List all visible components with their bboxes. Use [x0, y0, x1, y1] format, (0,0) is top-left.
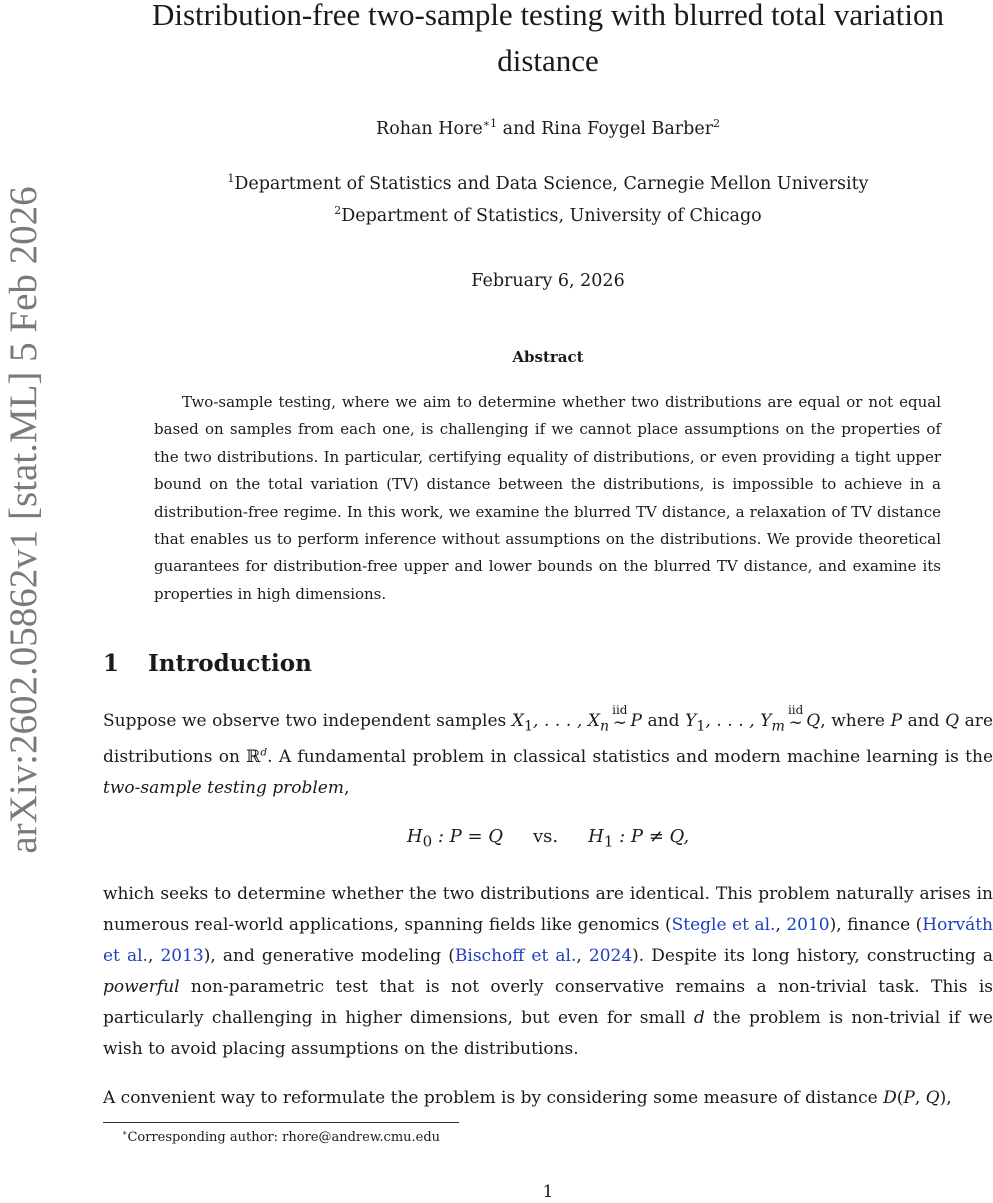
section-title: Introduction [148, 650, 312, 677]
text-run: non-parametric test that is not overly conservative remains a non-trivial task. This is particularly challenging in higher dimensions, but even for small [103, 977, 993, 1028]
footnote-text: Corresponding author: rhore@andrew.cmu.edu [127, 1130, 441, 1145]
citation-year-link[interactable]: 2010 [786, 915, 830, 935]
iid-symbol [612, 703, 628, 733]
math-subscript: 1 [696, 718, 706, 735]
math-subscript: n [600, 718, 610, 735]
author-hore: Rohan Hore [376, 119, 483, 139]
author-barber-marks: 2 [713, 117, 720, 131]
text-run: ( [896, 1088, 904, 1108]
math-x-dots: , . . . , X [532, 711, 600, 731]
math-subscript: 1 [523, 718, 533, 735]
math-p: P [630, 711, 642, 731]
citation-year-link[interactable]: 2024 [588, 946, 633, 966]
null-hypothesis: : P = Q [432, 826, 504, 847]
math-p: P [890, 711, 903, 731]
text-run: , [147, 946, 161, 966]
math-q: Q [945, 711, 960, 731]
iid-label: iid [612, 703, 628, 717]
citation-link[interactable]: Horváth et al. [103, 915, 993, 966]
emphasis: two-sample testing problem [103, 778, 344, 799]
affiliation-cmu [103, 168, 993, 200]
math-distance: D [883, 1088, 897, 1108]
text-run: ), finance ( [829, 915, 923, 935]
page-number: 1 [542, 1182, 554, 1202]
affiliation-mark: 1 [227, 172, 235, 186]
citation-link[interactable]: Bischoff et al. [454, 946, 577, 966]
citation-link[interactable]: Stegle et al. [671, 915, 776, 935]
text-run: are distributions on [103, 711, 993, 768]
paper-date: February 6, 2026 [471, 271, 625, 291]
text-run: which seeks to determine whether the two distributions are identical. This problem naturally arises in numerous real-world applications, spanning fields like genomics ( [103, 884, 993, 935]
math-p: P [903, 1088, 915, 1108]
text-run: Suppose we observe two independent samples [103, 711, 512, 731]
affiliation-name: Department of Statistics and Data Science, Carnegie Mellon University [234, 174, 869, 194]
iid-symbol [787, 703, 804, 733]
sim-symbol: ∼ [612, 713, 627, 733]
affiliation-mark: 2 [334, 204, 342, 218]
emphasis: powerful [103, 977, 180, 997]
math-q: Q [925, 1088, 940, 1108]
text-run: , [775, 915, 787, 935]
text-run: , [576, 946, 589, 966]
versus-label: vs. [533, 826, 559, 847]
text-run: , [344, 778, 350, 799]
math-d: d [693, 1008, 705, 1028]
author-barber: Rina Foygel Barber [541, 119, 714, 139]
section-heading [103, 646, 312, 682]
math-subscript: 0 [422, 832, 433, 851]
math-y-dots: , . . . , Y [705, 711, 772, 731]
text-run: ), and generative modeling ( [203, 946, 455, 966]
abstract-heading: Abstract [512, 348, 584, 366]
intro-paragraph-1 [103, 704, 993, 804]
math-q: Q [806, 711, 821, 731]
text-run: , where [820, 711, 891, 731]
affiliation-name: Department of Statistics, University of Chicago [341, 206, 762, 226]
affiliations [103, 168, 993, 232]
text-run: and [902, 711, 946, 731]
author-conjunction: and [497, 119, 542, 139]
author-line [103, 116, 993, 142]
text-run: ), [939, 1088, 952, 1108]
sim-symbol: ∼ [788, 713, 803, 733]
footnote [122, 1128, 440, 1148]
math-superscript: d [260, 746, 268, 759]
math-y: Y [685, 711, 697, 731]
section-number: 1 [103, 650, 120, 677]
math-subscript: m [771, 718, 785, 735]
iid-label: iid [787, 703, 804, 717]
intro-paragraph-2 [103, 879, 993, 1065]
math-reals: ℝ [246, 747, 261, 768]
math-h0: H [406, 826, 423, 847]
math-h1: H [588, 826, 604, 847]
author-hore-marks: ∗1 [482, 117, 498, 131]
abstract-text: Two-sample testing, where we aim to determine whether two distributions are equal or not equal based on samples from each one, is challenging if we cannot place assumptions on the properties of the two distributions. In particular, certifying equality of distributions, or even providing a tight upper bound on the total variation (TV) distance between the distributions, is impossible to achieve in a distribution-free regime. In this work, we examine the blurred TV distance, a relaxation of TV distance that enables us to perform inference without assumptions on the distributions. We provide theoretical guarantees for distribution-free upper and lower bounds on the blurred TV distance, and examine its properties in high dimensions. [154, 393, 941, 603]
citation-year-link[interactable]: 2013 [160, 946, 204, 966]
text-run: . A fundamental problem in classical statistics and modern machine learning is the [267, 747, 993, 768]
paper-title: Distribution-free two-sample testing with blurred total variation distance [151, 0, 945, 78]
math-x: X [511, 711, 524, 731]
affiliation-uchicago [103, 200, 993, 232]
footnote-mark: ∗ [122, 1128, 128, 1138]
text-run: the problem is non-trivial if we wish to avoid placing assumptions on the distributions. [103, 1008, 993, 1059]
footnote-divider [103, 1122, 459, 1123]
hypothesis-equation [103, 823, 993, 856]
text-run: and [641, 711, 686, 731]
text-run: , [914, 1088, 926, 1108]
text-run: A convenient way to reformulate the problem is by considering some measure of distance [103, 1088, 884, 1108]
intro-paragraph-3 [103, 1083, 993, 1114]
arxiv-identifier-stamp: arXiv:2602.05862v1 [stat.ML] 5 Feb 2026 [2, 186, 45, 854]
math-subscript: 1 [603, 832, 614, 851]
alternative-hypothesis: : P ≠ Q, [613, 826, 690, 847]
text-run: ). Despite its long history, constructing a [632, 946, 993, 966]
